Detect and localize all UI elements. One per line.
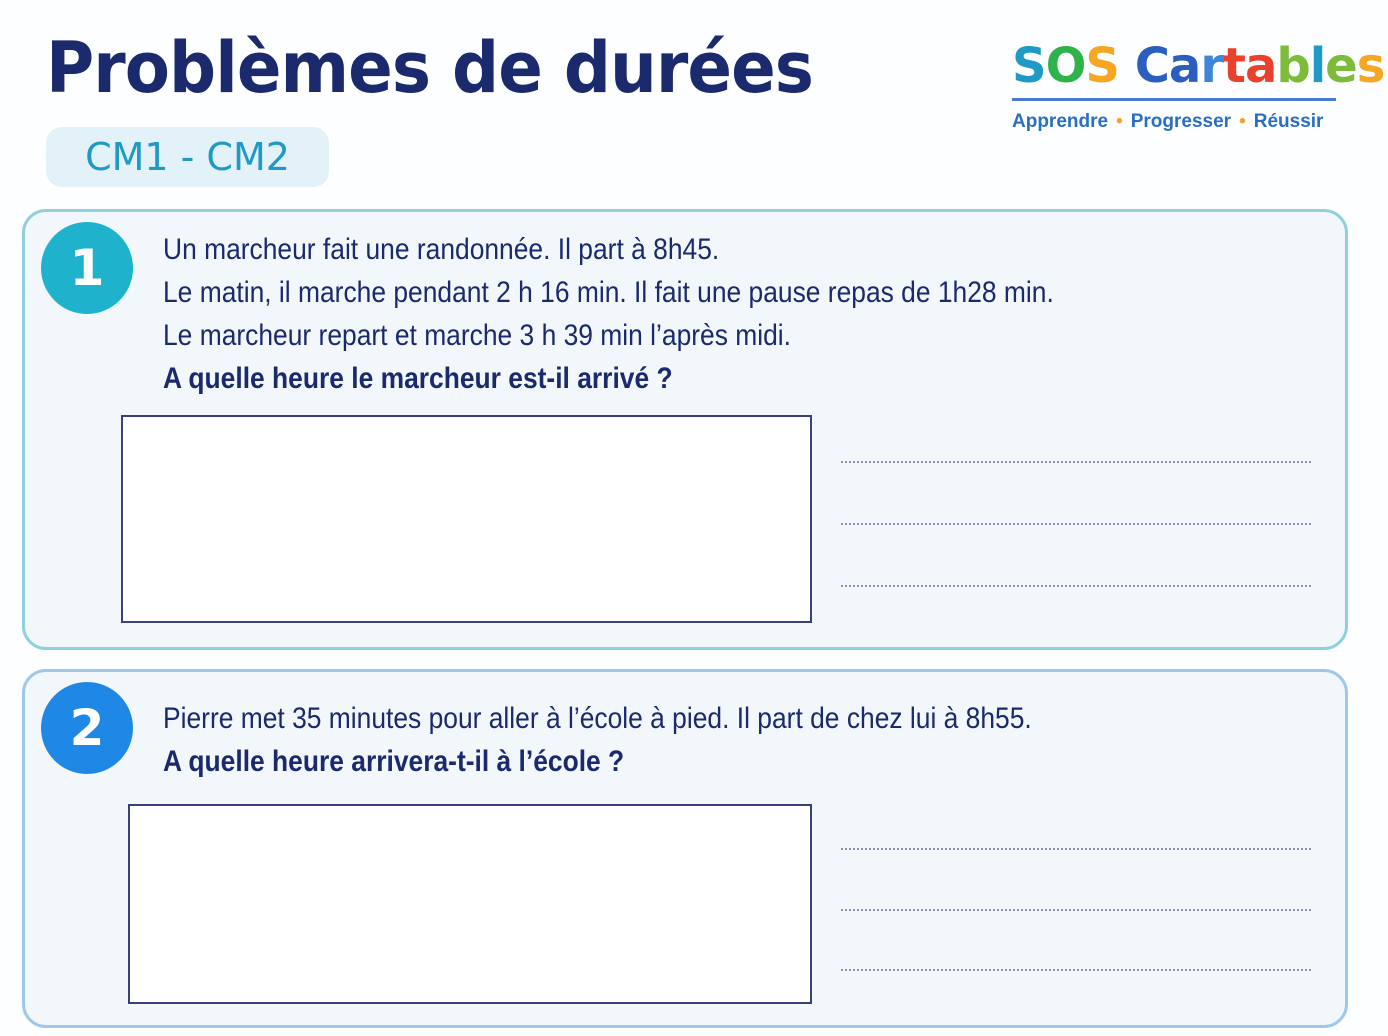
logo-letter: l <box>1309 38 1326 94</box>
level-badge: CM1 - CM2 <box>46 127 329 187</box>
problem-number-badge: 2 <box>41 682 133 774</box>
logo-letter: O <box>1045 38 1086 94</box>
problem-question: A quelle heure arrivera-t-il à l’école ? <box>163 745 625 778</box>
logo-wordmark <box>1012 36 1385 96</box>
logo-letter: a <box>1168 38 1201 94</box>
logo-letter: S <box>1012 38 1046 94</box>
logo-letter: b <box>1276 38 1310 94</box>
answer-line[interactable] <box>841 461 1311 463</box>
logo-letter: t <box>1222 38 1245 94</box>
answer-line[interactable] <box>841 969 1311 971</box>
problem-1-statement <box>163 228 1054 400</box>
answer-line[interactable] <box>841 523 1311 525</box>
answer-line[interactable] <box>841 585 1311 587</box>
logo-letter: a <box>1244 38 1277 94</box>
tagline-progresser: Progresser <box>1130 111 1232 132</box>
calculation-box[interactable] <box>121 415 812 623</box>
logo-letter <box>1119 38 1135 94</box>
logo-letter: e <box>1325 38 1357 94</box>
problem-2-card <box>22 669 1348 1028</box>
statement-line: Un marcheur fait une randonnée. Il part à 8h45. <box>163 233 720 266</box>
logo-letter: r <box>1200 38 1223 94</box>
logo-letter: s <box>1356 38 1385 94</box>
problem-number-badge: 1 <box>41 222 133 314</box>
tagline-separator: • <box>1239 111 1246 132</box>
answer-line[interactable] <box>841 909 1311 911</box>
calculation-box[interactable] <box>128 804 812 1004</box>
problem-question: A quelle heure le marcheur est-il arrivé ? <box>163 362 673 395</box>
logo-letter: C <box>1134 38 1169 94</box>
statement-line: Le matin, il marche pendant 2 h 16 min. Il fait une pause repas de 1h28 min. <box>163 276 1054 309</box>
tagline-separator: • <box>1116 111 1123 132</box>
tagline-reussir: Réussir <box>1253 111 1324 132</box>
statement-line: Pierre met 35 minutes pour aller à l’école à pied. Il part de chez lui à 8h55. <box>163 702 1032 735</box>
problem-1-card <box>22 209 1348 650</box>
answer-line[interactable] <box>841 848 1311 850</box>
logo-underline <box>1012 98 1336 101</box>
page-title: Problèmes de durées <box>46 27 814 109</box>
statement-line: Le marcheur repart et marche 3 h 39 min l’après midi. <box>163 319 792 352</box>
logo-tagline <box>1012 111 1336 133</box>
problem-2-statement <box>163 697 1032 783</box>
sos-cartables-logo <box>1012 36 1385 133</box>
logo-letter: S <box>1085 38 1119 94</box>
tagline-apprendre: Apprendre <box>1012 111 1109 132</box>
